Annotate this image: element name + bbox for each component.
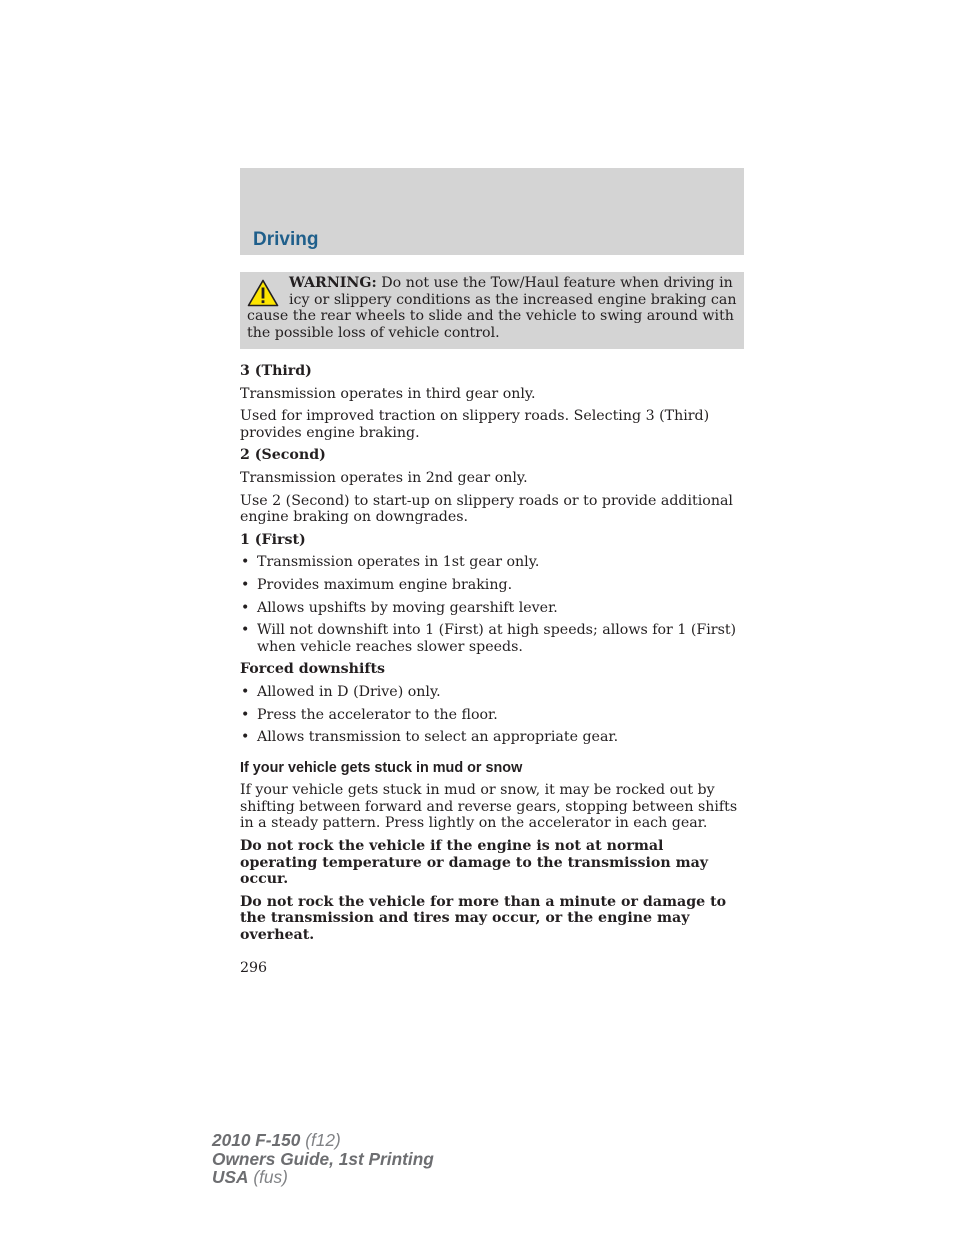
main-content	[240, 363, 744, 950]
section-title: Driving	[253, 229, 319, 250]
warning-text	[247, 275, 739, 341]
paragraph: Transmission operates in third gear only.	[240, 385, 536, 402]
caution-paragraph: Do not rock the vehicle if the engine is not at normal operating temperature or damage to the transmission may occur.	[240, 838, 709, 888]
paragraph: Use 2 (Second) to start-up on slippery roads or to provide additional engine braking on downgrades.	[240, 492, 733, 526]
footer-region: USA	[212, 1167, 249, 1188]
footer-guide: Owners Guide, 1st Printing	[212, 1148, 434, 1169]
footer-model-code: (f12)	[305, 1130, 341, 1150]
footer-model: 2010 F-150	[212, 1130, 301, 1150]
heading-first: 1 (First)	[240, 531, 306, 548]
page-number: 296	[240, 960, 268, 976]
footer-line-region	[212, 1168, 434, 1187]
list-item: • Provides maximum engine braking.	[240, 577, 744, 594]
paragraph: Transmission operates in 2nd gear only.	[240, 469, 528, 486]
heading-third: 3 (Third)	[240, 363, 312, 379]
list-item: • Transmission operates in 1st gear only.	[240, 554, 744, 571]
footer	[212, 1131, 434, 1187]
caution-paragraph: Do not rock the vehicle for more than a minute or damage to the transmission and tires may occur, or the engine may overheat.	[240, 893, 727, 944]
warning-label: WARNING:	[289, 275, 377, 291]
heading-forced-downshifts: Forced downshifts	[240, 661, 386, 678]
list-item: • Press the accelerator to the floor.	[240, 707, 744, 724]
list-item: • Will not downshift into 1 (First) at high speeds; allows for 1 (First) when vehicle reaches slower speeds.	[240, 622, 744, 655]
forced-downshifts-list	[240, 684, 744, 746]
section-header-band	[240, 168, 744, 255]
paragraph: If your vehicle gets stuck in mud or snow, it may be rocked out by shifting between forward and reverse gears, stopping between shifts in a steady pattern. Press lightly on the accelerator in each gear.	[240, 782, 738, 832]
list-item: • Allows transmission to select an appropriate gear.	[240, 729, 744, 746]
footer-line-guide	[212, 1150, 434, 1169]
list-item: • Allows upshifts by moving gearshift lever.	[240, 600, 744, 617]
warning-box	[240, 272, 744, 349]
paragraph: Used for improved traction on slippery roads. Selecting 3 (Third) provides engine braking.	[240, 408, 710, 441]
list-item: • Allowed in D (Drive) only.	[240, 684, 744, 701]
footer-line-model	[212, 1131, 434, 1150]
subheading-stuck: If your vehicle gets stuck in mud or snow	[240, 759, 523, 776]
warning-body: Do not use the Tow/Haul feature when driving in icy or slippery conditions as the increased engine braking can cause the rear wheels to slide and the vehicle to swing around with the possible loss of vehicle control.	[247, 275, 737, 341]
first-gear-list	[240, 554, 744, 655]
heading-second: 2 (Second)	[240, 447, 326, 464]
footer-region-code: (fus)	[253, 1167, 288, 1188]
